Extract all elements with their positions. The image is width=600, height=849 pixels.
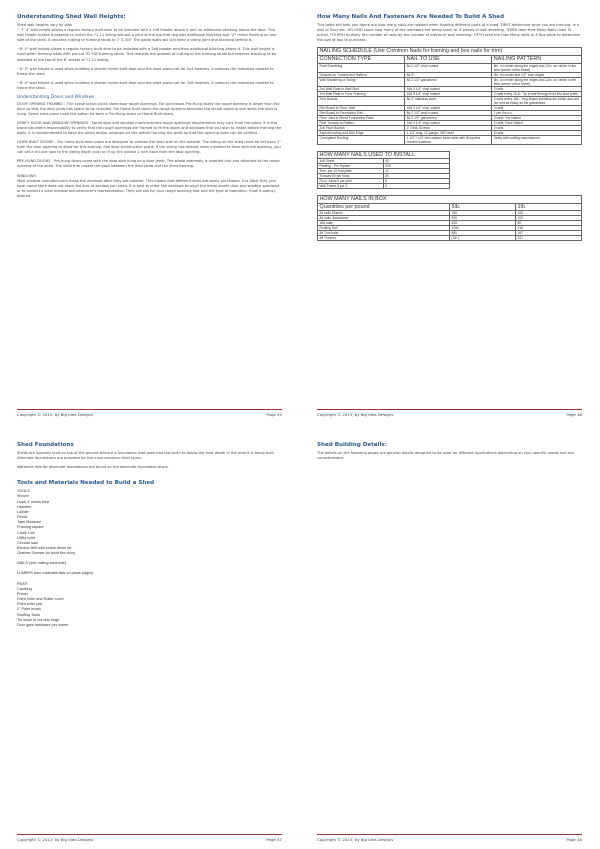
foundations-heading: Shed Foundations	[17, 442, 74, 448]
table-cell: 8d 2"	[405, 72, 492, 77]
table-cell: 1 1/4" long, 12-gauge, 3/8" head	[405, 130, 492, 135]
list-item: Primer	[17, 591, 29, 596]
doors-windows-paragraph: DOOR OPENING FRAMING - The construction plans show door rough openings. For purchased Pre-Hung doors the rough opening is larger than the door so that the door jamb has space to be installed. For Home Built doors the rough opening becomes the actual opening size when the door is hung. Some shed plans have the option for both a Pre-Hung doors or Home Built doors.	[17, 101, 280, 116]
schedule-header: NAILING PATTERN	[492, 55, 582, 63]
table-cell: Rim Board to Floor Joist	[318, 105, 405, 110]
table-row	[318, 236, 582, 241]
tools-heading: Tools and Materials Needed to Build a Shed	[17, 480, 155, 487]
page-footer	[317, 409, 582, 417]
wall-heights-paragraph: ~6'-4" wall height is used when building a shorter home built door and the shed plans call for 2x6 headers. It reduces the materials needed to frame the shed.	[17, 80, 274, 90]
page-number: Page 46	[566, 412, 582, 417]
table-cell: 8d nails Galvanized	[318, 216, 450, 221]
doors-windows-subheading: Understanding Doors and Windows	[17, 95, 95, 101]
table-cell: 16d 3 1/4" vinyl coated	[405, 105, 492, 110]
list-item: Electric Drill with screw driver bit	[17, 546, 72, 550]
list-item: Ladder	[17, 509, 29, 514]
table-cell: Roof Sheathing	[318, 63, 405, 72]
list-item: Tin snips to cut drip edge	[17, 617, 60, 622]
building-details-heading: Shed Building Details:	[317, 442, 387, 448]
table-cell: Wall Frame 5 per 5	[318, 184, 384, 189]
table-cell: 2x4 Wall Plate to Wall Stud	[318, 86, 405, 91]
table-cell: Trim Boards	[318, 96, 405, 105]
table-cell: 2x4 Wall Plate to Floor Framing	[318, 91, 405, 96]
doors-windows-paragraph: PRE-HUNG DOORS - Pre-hung doors come with the door slab hung on a door jamb. The whole assembly is inserted into and attached to the rough opening of the shed. The shed trim covers the gaps between the door jamb and the shed framing.	[17, 159, 280, 169]
table-cell: Roofing Nail	[318, 226, 450, 231]
list-item: Pencil	[17, 515, 28, 520]
list-item: Paint roller pan	[17, 602, 43, 607]
table-cell: 2 nails every 16in. "ring-shank stainless are better and will not rust as easily as the galvanized	[492, 96, 582, 105]
table-cell: 3 nails	[492, 105, 582, 110]
table-cell: Roofing - Per Square	[318, 164, 384, 169]
list-item: Paint roller and Roller cover	[17, 597, 64, 602]
table-cell: 100	[516, 216, 582, 221]
nails-intro: This table will help you figure out how many nails are needed when framing different parts of a shed. FIRST determine what you are framing, ie a wall or floor etc. SECOND count how many of the members are being used, ie. 8 pieces of wall sheeting. THIRD read How Many Nails Used To Install. FOURTH multiply the number of nails by the number of pieces of wall sheeting. FIFTH read the How Many Nails In A Box table to determine the size of box to purchase.	[317, 23, 581, 43]
table-cell: 8d 2-1/2" galvanized	[405, 115, 492, 120]
install-title: HOW MANY NAILS USED TO INSTALL	[318, 151, 450, 159]
nails-box-table	[317, 195, 582, 241]
nails-line: NAILS (see nailing schedule)	[17, 561, 66, 566]
schedule-title: NAILING SCHEDULE (Use Common Nails for framing and box nails for trim)	[318, 48, 582, 56]
list-item: Roofing Tools	[17, 612, 40, 617]
page-footer	[17, 834, 282, 842]
nails-install-table	[317, 151, 450, 190]
wall-heights-paragraph: Shed wall heights vary by plan ~ 7'-3" wall height allows a regular factory built door to be installed with a 2x6 header above it and no additional blocking above the door. This wall height makes it possible to install the T1-11 siding without a joint at the top that requires additional blocking and "Z" metal flashing on one side of the shed. It requires cutting of framing studs to 7' 3-3/4" The gable walls will still need a siding joint and blocking behind it.	[17, 23, 277, 43]
table-cell: 405	[450, 221, 516, 226]
table-cell: 1090	[450, 226, 516, 231]
table-cell: 16d 3 1/4" vinyl coated	[405, 91, 492, 96]
table-cell: Floor Joists 6 per joist	[318, 179, 384, 184]
list-item: Hammer	[17, 504, 32, 509]
table-row	[318, 77, 582, 86]
table-cell: 3 nails, Toe Nailed	[492, 115, 582, 120]
table-row	[318, 96, 582, 105]
list-item: Caulking	[17, 586, 32, 591]
table-cell: 8d 2-1/2" vinyl coated	[405, 110, 492, 115]
page-footer	[317, 834, 582, 842]
list-item: Level 4' works best	[17, 499, 50, 504]
table-cell: 8d 2" stainless steel	[405, 96, 492, 105]
table-cell: Corrugated Roofing	[318, 135, 405, 144]
lumber-line: LUMBER (see materials lists on plans pages)	[17, 571, 94, 576]
page-45	[0, 0, 300, 424]
list-item: Chalk Line	[17, 530, 35, 535]
doors-windows-paragraph: HOME BUILT DOORS - Our home built door plans are designed to overlap the shed wall on the outside. The siding on the shed must be left back 1" from the door opening to allow for this overlap. See door construction plans. If the siding has already been installed to flush with the opening, you can set a circular saw to the siding depth and run it up the outline 1 inch back from the door opening.	[17, 140, 281, 155]
table-cell: Wall Sheathing or Siding	[318, 77, 405, 86]
table-cell: 850	[450, 231, 516, 236]
wall-heights-heading: Understanding Shed Wall Heights:	[17, 14, 126, 20]
table-cell: 8d 2-1/2" vinyl coated	[405, 63, 492, 72]
wall-heights-paragraph: ~8'-0" wall height allows a regular factory built door to be installed with a 2x6 header and then additional blocking above it. This wall height is used when framing walls with pre-cut 92 5/8"framing studs. This reduces the amount of cutting of the framing studs but requires blocking to be installed at the top of the 8' sheets of T1-11 siding.	[17, 47, 277, 62]
table-cell: 16d 3 1/4" vinyl coated	[405, 120, 492, 125]
page-number: Page 47	[266, 837, 282, 842]
table-cell: 500	[450, 216, 516, 221]
nailing-schedule-table	[317, 47, 582, 144]
table-cell: Verify with roofing manufacturer	[492, 135, 582, 144]
table-cell: 2 nails, Face Nailed	[492, 120, 582, 125]
box-header: 5lb.	[450, 203, 516, 211]
foundations-paragraph: Materials lists for alternate foundations are found on the alternate foundation plans.	[17, 465, 169, 470]
doors-windows-paragraph: WINDOWS Most window manufacturers make the windows after they are ordered. This means that different sizes are easily purchased. It is likely that your local home store does not stock the size of window you need. It is best to order the windows through the home stores door and window specialist or to contact a local window manufacturer's representative. They will ask for your rough opening size and the type of operation, (how it opens), desired.	[17, 173, 280, 198]
tools-list	[17, 489, 282, 628]
table-cell: 2 nails every 16 in. Try to nail through floor into floor joists	[492, 91, 582, 96]
copyright-text: Copyright © 2013, by Big Idea Designs	[17, 837, 94, 842]
nails-heading: How Many Nails And Fasteners Are Needed To Build A Shed	[317, 14, 505, 20]
table-cell: Gussets on Trusses and Rafters	[318, 72, 405, 77]
list-item: Utility knife	[17, 535, 36, 540]
table-cell: 527	[516, 236, 582, 241]
table-cell: 16d nails	[318, 221, 450, 226]
list-item: Shovel	[17, 494, 29, 499]
table-cell: 80	[516, 221, 582, 226]
table-cell: 218	[516, 226, 582, 231]
table-cell: 2" Deck Screws	[405, 125, 492, 130]
doors-windows-paragraph: VERIFY DOOR AND WINDOW OPENINGS - Some door and window manufacturers rough openings requirements may vary from the plans. It is the owners/builders responsibility to verify that the rough openings are framed to fit the doors and windows that you plan to install before framing the walls. It is recommended to have the doors and/or windows on site before framing the walls so that the opening sizes can be verified.	[17, 120, 282, 135]
table-cell: 8d nails Sinkers	[318, 211, 450, 216]
table-cell: 6	[383, 179, 449, 184]
box-header: Quantities per pound	[318, 203, 450, 211]
list-item: Framing square	[17, 525, 44, 530]
table-row	[318, 135, 582, 144]
table-cell: 6in. on center along the edges and 12in. on center in the field (center of the sheet)	[492, 63, 582, 72]
list-item: Tape Measure	[17, 520, 42, 525]
foundations-paragraph: Sheds are typically built on top of the ground without a foundation that goes into the earth to below the frost depth in the area it is being built. Alternate foundations are provided for the most common shed types.	[17, 451, 275, 461]
table-cell: 8d 2-1/2" galvanized	[405, 77, 492, 86]
table-cell: 8d Trim nails	[318, 231, 450, 236]
table-row	[318, 184, 450, 189]
paint-title: PAINT	[17, 581, 28, 586]
table-cell: Roof Trusses to Rafters	[318, 120, 405, 125]
schedule-header: NAIL TO USE	[405, 55, 492, 63]
table-cell: 2x6 Floor Boards	[318, 125, 405, 130]
copyright-text: Copyright © 2013, by Big Idea Designs	[317, 837, 394, 842]
box-title: HOW MANY NAILS IN BOX	[318, 196, 582, 204]
table-cell: 1 1/2"+ 1/4" Hex washer head steel with Neoprene bonded washers	[405, 135, 492, 144]
list-item: Grabber Screws (to build the door)	[17, 551, 76, 556]
table-cell: Floor Joist to Wood Foundation Rails	[318, 115, 405, 120]
page-48	[300, 425, 600, 849]
table-cell: 106	[516, 211, 582, 216]
copyright-text: Copyright © 2013, by Big Idea Designs	[317, 412, 394, 417]
table-row	[318, 63, 582, 72]
schedule-header: CONNECTION TYPE	[318, 55, 405, 63]
copyright-text: Copyright © 2013, by Big Idea Designs	[17, 412, 94, 417]
table-cell: 16d 3 1/4" vinyl coated	[405, 86, 492, 91]
table-cell: 167	[516, 231, 582, 236]
box-header: 1lb.	[516, 203, 582, 211]
building-details-paragraph: The details on the following pages are general details designed to be used for different applications depending on your specific needs and site considerations.	[317, 451, 575, 461]
table-cell: (1lb.)	[450, 236, 516, 241]
table-cell: Trim, per 10 foot plate	[318, 169, 384, 174]
page-47	[0, 425, 300, 849]
tools-title: TOOLS	[17, 489, 30, 494]
list-item: Door gate hardware per owner	[17, 622, 69, 627]
list-item: Circular saw	[17, 540, 38, 545]
table-cell: Rim Board to Foundation Rail	[318, 110, 405, 115]
table-cell: Trusses 50 per truss	[318, 174, 384, 179]
table-cell: 5 nails	[492, 130, 582, 135]
table-cell: 11	[383, 169, 449, 174]
table-cell: 1 per 6in o.c.	[492, 110, 582, 115]
wall-heights-paragraph: ~6'-5" wall height is used when building a shorter home built door and the shed plans call for 2x4 headers. It reduces the materials needed to frame the shed.	[17, 66, 274, 76]
table-cell: 5	[383, 184, 449, 189]
table-cell: #8 Trimmer	[318, 236, 450, 241]
table-cell: 2 nails	[492, 86, 582, 91]
table-cell: Asphalt roofing and Drip Edge	[318, 130, 405, 135]
table-cell: 2in. on center and 1/2" from edges	[492, 72, 582, 77]
table-cell: 50	[383, 159, 449, 164]
page-number: Page 48	[566, 837, 582, 842]
table-cell: 4x8 Sheet	[318, 159, 384, 164]
page-footer	[17, 409, 282, 417]
page-46	[300, 0, 600, 424]
table-cell: 320	[383, 164, 449, 169]
table-cell: 50	[383, 174, 449, 179]
list-item: 2" Paint brush	[17, 607, 41, 612]
table-cell: 765	[450, 211, 516, 216]
table-cell: 2 nails	[492, 125, 582, 130]
table-cell: 6in. on center along the edges and 12in. on center in the field (center of the sheet)	[492, 77, 582, 86]
page-number: Page 45	[266, 412, 282, 417]
